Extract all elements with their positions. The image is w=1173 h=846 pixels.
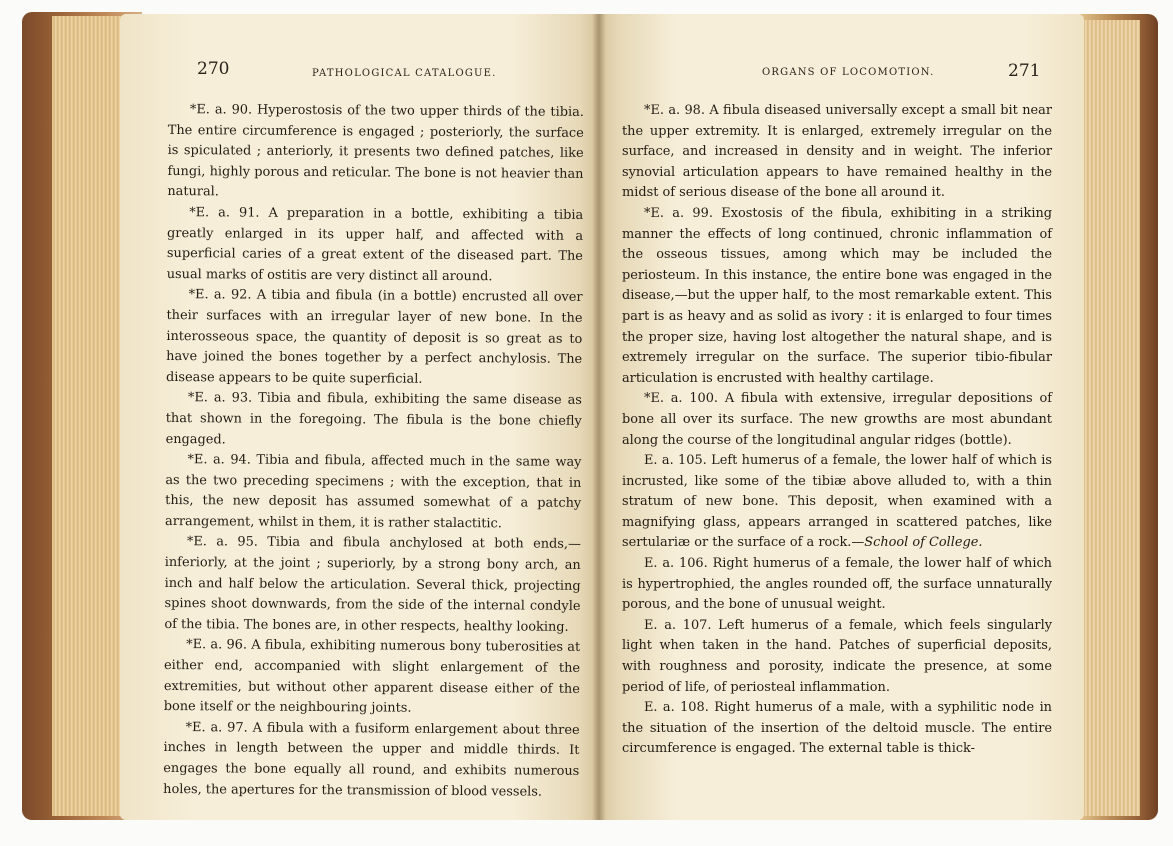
catalogue-entry-95: *E. a. 95. Tibia and fibula anchylosed at both ends,—inferiorly, at the joint ; superiorly, by a strong bony arch, an inch and half below the articulation. Several thick, projecting spines shoot downwards, from the side of the internal condyle of the tibia. The bones are, in other respects, healthy looking. bbox=[164, 534, 581, 635]
left-running-head: PATHOLOGICAL CATALOGUE. bbox=[312, 68, 497, 79]
catalogue-entry-99: *E. a. 99. Exostosis of the fibula, exhibiting in a striking manner the effects of long continued, chronic inflammation of the osseous tissues, among which may be included the periosteum. In this instance, the entire bone was engaged in the disease,—but the upper half, to the most remarkable extent. This part is as heavy and as solid as ivory : it is enlarged to four times the proper size, having lost altogether the natural shape, and is extremely irregular on the surface. The superior tibio-fibular articulation is encrusted with healthy cartilage. bbox=[622, 205, 1052, 386]
right-page-number: 271 bbox=[1008, 61, 1041, 81]
right-page-text bbox=[622, 101, 1052, 760]
entry-105-text: E. a. 105. Left humerus of a female, the lower half of which is incrusted, like some of the tibiæ above alluded to, with a thin stratum of new bone. This deposit, when examined with a magnifying glass, appears arranged in scattered patches, like sertulariæ or the surface of a rock. bbox=[622, 453, 1052, 551]
catalogue-entry-96: *E. a. 96. A fibula, exhibiting numerous bony tuberosities at either end, accompanied with slight enlargement of the extremities, but without other apparent disease either of the bone itself or the neighbouring joints. bbox=[163, 637, 581, 716]
catalogue-entry-107: E. a. 107. Left humerus of a female, which feels singularly light when taken in the hand. Patches of superficial deposits, with roughness and porosity, indicate the presence, at some period of life, of periosteal inflammation. bbox=[622, 617, 1052, 695]
catalogue-entry-92: *E. a. 92. A tibia and fibula (in a bottle) encrusted all over their surfaces with an irregular layer of new bone. In the interosseous space, the quantity of deposit is so great as to have joined the bones together by a perfect anchylosis. The disease appears to be quite superficial. bbox=[166, 287, 583, 387]
left-page-number: 270 bbox=[197, 59, 230, 79]
catalogue-entry-108: E. a. 108. Right humerus of a male, with a syphilitic node in the situation of the insertion of the deltoid muscle. The entire circumference is engaged. The external table is thick- bbox=[622, 700, 1052, 757]
catalogue-entry-106: E. a. 106. Right humerus of a female, the lower half of which is hypertrophied, the angles rounded off, the surface unnaturally porous, and the bone of unusual weight. bbox=[622, 556, 1052, 613]
catalogue-entry-105 bbox=[622, 451, 1052, 554]
catalogue-entry-94: *E. a. 94. Tibia and fibula, affected much in the same way as the two preceding specimens ; with the exception, that in this, the new deposit has assumed somewhat of a patchy arrangement, whilst in them, it is rather stalactitic. bbox=[165, 452, 582, 532]
catalogue-entry-91: *E. a. 91. A preparation in a bottle, exhibiting a tibia greatly enlarged in its upper half, and affected with a superficial caries of a great extent of the diseased part. The usual marks of ostitis are very distinct all around. bbox=[166, 205, 584, 285]
page-edges-left bbox=[52, 16, 127, 816]
catalogue-entry-97: *E. a. 97. A fibula with a fusiform enlargement about three inches in length between the upper and middle thirds. It engages the bone equally all round, and exhibits numerous holes, the apertures for the transmission of blood vessels. bbox=[163, 719, 580, 800]
catalogue-entry-90: *E. a. 90. Hyperostosis of the two upper thirds of the tibia. The entire circumference is engaged ; posteriorly, the surface is spiculated ; anteriorly, it presents two defined patches, like fungi, highly porous and reticular. The bone is not heavier than natural. bbox=[167, 102, 584, 200]
catalogue-entry-98: *E. a. 98. A fibula diseased universally except a small bit near the upper extremity. It is enlarged, extremely irregular on the surface, and increased in density and in weight. The inferior synovial articulation appears to have remained healthy in the midst of serious disease of the bone all around it. bbox=[622, 103, 1052, 201]
entry-105-citation: —School of College. bbox=[851, 535, 983, 551]
catalogue-entry-100: *E. a. 100. A fibula with extensive, irregular depositions of bone all over its surface. The new growths are most abundant along the course of the longitudinal angular ridges (bottle). bbox=[622, 391, 1052, 448]
catalogue-entry-93: *E. a. 93. Tibia and fibula, exhibiting the same disease as that shown in the foregoing. The fibula is the bone chiefly engaged. bbox=[165, 390, 582, 447]
right-running-head: ORGANS OF LOCOMOTION. bbox=[762, 67, 935, 78]
left-page-text bbox=[163, 100, 584, 803]
book-gutter bbox=[592, 14, 606, 820]
